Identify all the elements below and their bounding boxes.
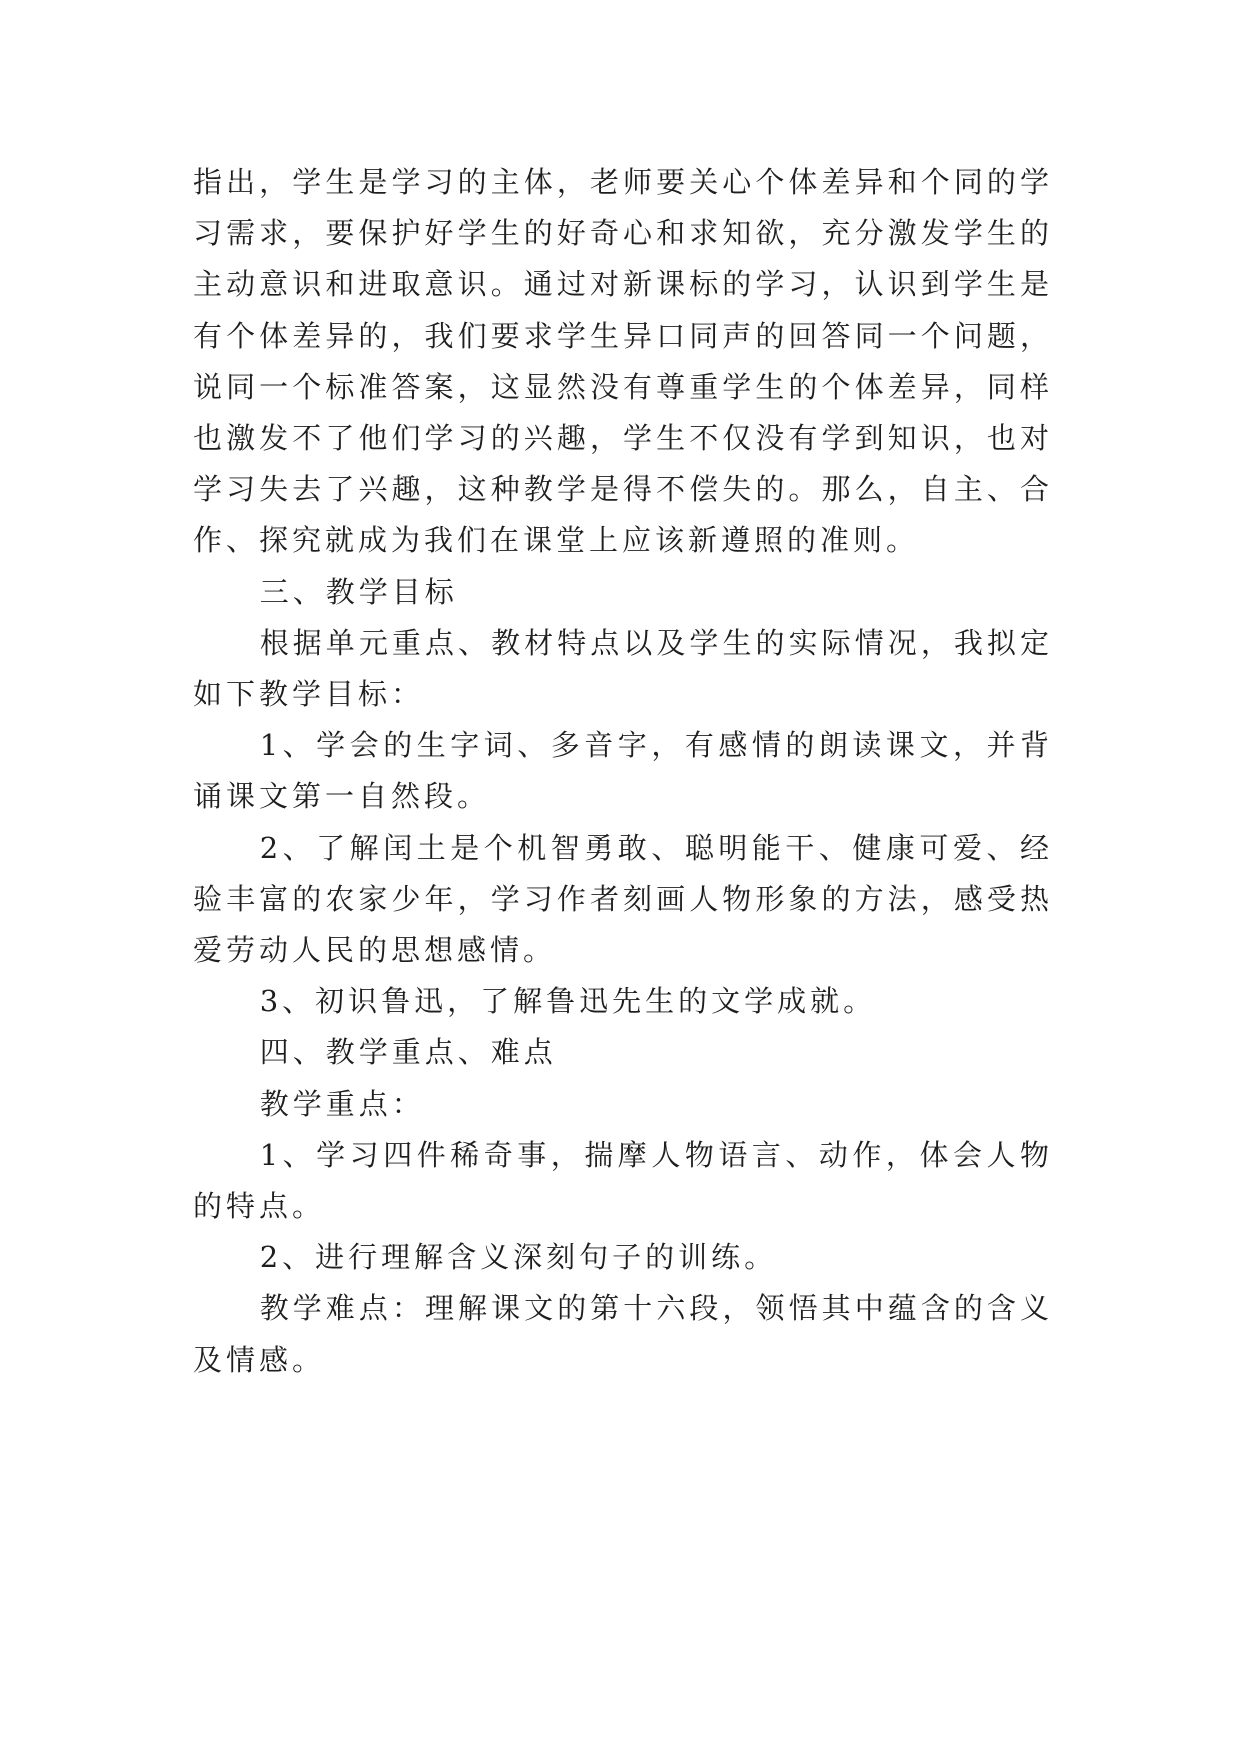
paragraph-continued-intro: 指出，学生是学习的主体，老师要关心个体差异和个同的学习需求，要保护好学生的好奇心和求知欲，充分激发学生的主动意识和进取意识。通过对新课标的学习，认识到学生是有个体差异的，我们要求学生异口同声的回答同一个问题，说同一个标准答案，这显然没有尊重学生的个体差异，同样也激发不了他们学习的兴趣，学生不仅没有学到知识，也对学习失去了兴趣，这种教学是得不偿失的。那么，自主、合作、探究就成为我们在课堂上应该新遵照的准则。 [193,165,1053,558]
key-point-item-2: 2、进行理解含义深刻句子的训练。 [259,1240,778,1275]
key-point-item-1: 1、学习四件稀奇事，揣摩人物语言、动作，体会人物的特点。 [193,1137,1053,1224]
section-heading-key-difficult-points: 四、教学重点、难点 [259,1035,557,1070]
difficult-point: 教学难点：理解课文的第十六段，领悟其中蕴含的含义及情感。 [193,1291,1053,1377]
subheading-key-points: 教学重点： [259,1086,425,1121]
document-body [193,157,1053,1386]
goal-item-1: 1、学会的生字词、多音字，有感情的朗读课文，并背诵课文第一自然段。 [193,728,1053,814]
section-heading-teaching-goals: 三、教学目标 [259,574,458,609]
paragraph-goals-intro: 根据单元重点、教材特点以及学生的实际情况，我拟定如下教学目标： [193,625,1053,712]
goal-item-3: 3、初识鲁迅，了解鲁迅先生的文学成就。 [259,984,877,1019]
goal-item-2: 2、了解闰土是个机智勇敢、聪明能干、健康可爱、经验丰富的农家少年，学习作者刻画人物形象的方法，感受热爱劳动人民的思想感情。 [193,830,1053,968]
